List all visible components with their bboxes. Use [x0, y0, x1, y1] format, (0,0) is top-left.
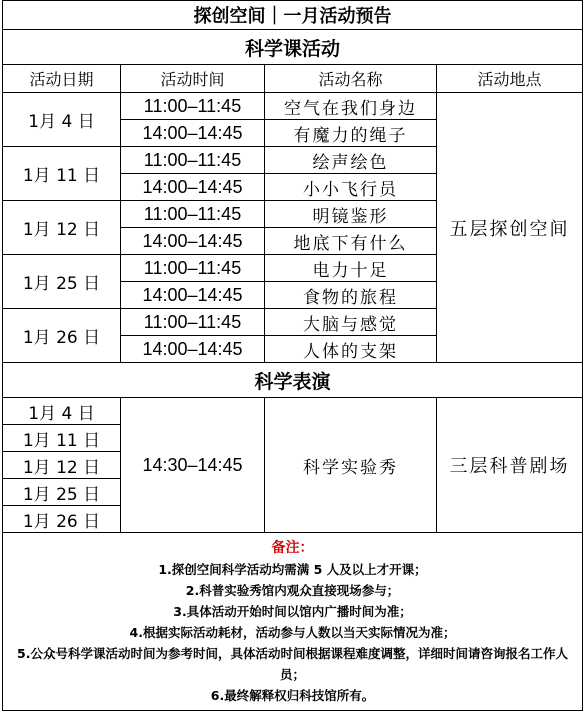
header-name: 活动名称 — [265, 65, 437, 93]
class-name: 食物的旅程 — [265, 282, 437, 309]
show-name: 科学实验秀 — [265, 398, 437, 533]
show-date: 1月 11 日 — [3, 425, 121, 452]
class-name: 小小飞行员 — [265, 174, 437, 201]
show-date: 1月 4 日 — [3, 398, 121, 425]
class-section-heading: 科学课活动 — [3, 30, 583, 65]
class-date: 1月 26 日 — [3, 309, 121, 363]
class-time: 11:00–11:45 — [121, 255, 265, 282]
class-time: 14:00–14:45 — [121, 228, 265, 255]
class-time: 11:00–11:45 — [121, 201, 265, 228]
notes-title: 备注： — [271, 540, 314, 556]
class-time: 14:00–14:45 — [121, 120, 265, 147]
class-name: 电力十足 — [265, 255, 437, 282]
class-time: 11:00–11:45 — [121, 93, 265, 120]
table-row — [3, 93, 583, 120]
class-name: 明镜鉴形 — [265, 201, 437, 228]
header-time: 活动时间 — [121, 65, 265, 93]
table-row — [3, 398, 583, 425]
class-date: 1月 4 日 — [3, 93, 121, 147]
class-time: 14:00–14:45 — [121, 336, 265, 363]
show-date: 1月 25 日 — [3, 479, 121, 506]
class-location: 五层探创空间 — [437, 93, 583, 363]
class-name: 空气在我们身边 — [265, 93, 437, 120]
header-date: 活动日期 — [3, 65, 121, 93]
class-date: 1月 12 日 — [3, 201, 121, 255]
show-time: 14:30–14:45 — [121, 398, 265, 533]
activity-schedule-table — [2, 0, 583, 711]
note-item: 4.根据实际活动耗材，活动参与人数以当天实际情况为准； — [129, 625, 456, 640]
class-name: 绘声绘色 — [265, 147, 437, 174]
class-name: 地底下有什么 — [265, 228, 437, 255]
notes-block — [3, 533, 583, 711]
show-location: 三层科普剧场 — [437, 398, 583, 533]
note-item: 1.探创空间科学活动均需满 5 人及以上才开课； — [158, 562, 427, 577]
show-section-heading: 科学表演 — [3, 363, 583, 398]
show-date: 1月 26 日 — [3, 506, 121, 533]
class-time: 11:00–11:45 — [121, 309, 265, 336]
show-date: 1月 12 日 — [3, 452, 121, 479]
class-time: 11:00–11:45 — [121, 147, 265, 174]
class-time: 14:00–14:45 — [121, 282, 265, 309]
note-item: 5.公众号科学课活动时间为参考时间，具体活动时间根据课程难度调整，详细时间请咨询报名工作人员； — [17, 646, 568, 682]
header-row — [3, 65, 583, 93]
note-item: 6.最终解释权归科技馆所有。 — [210, 688, 375, 703]
class-name: 有魔力的绳子 — [265, 120, 437, 147]
note-item: 3.具体活动开始时间以馆内广播时间为准； — [173, 604, 412, 619]
class-date: 1月 11 日 — [3, 147, 121, 201]
class-name: 大脑与感觉 — [265, 309, 437, 336]
class-name: 人体的支架 — [265, 336, 437, 363]
header-location: 活动地点 — [437, 65, 583, 93]
class-date: 1月 25 日 — [3, 255, 121, 309]
page-title: 探创空间｜一月活动预告 — [3, 1, 583, 30]
note-item: 2.科普实验秀馆内观众直接现场参与； — [185, 583, 400, 598]
class-time: 14:00–14:45 — [121, 174, 265, 201]
